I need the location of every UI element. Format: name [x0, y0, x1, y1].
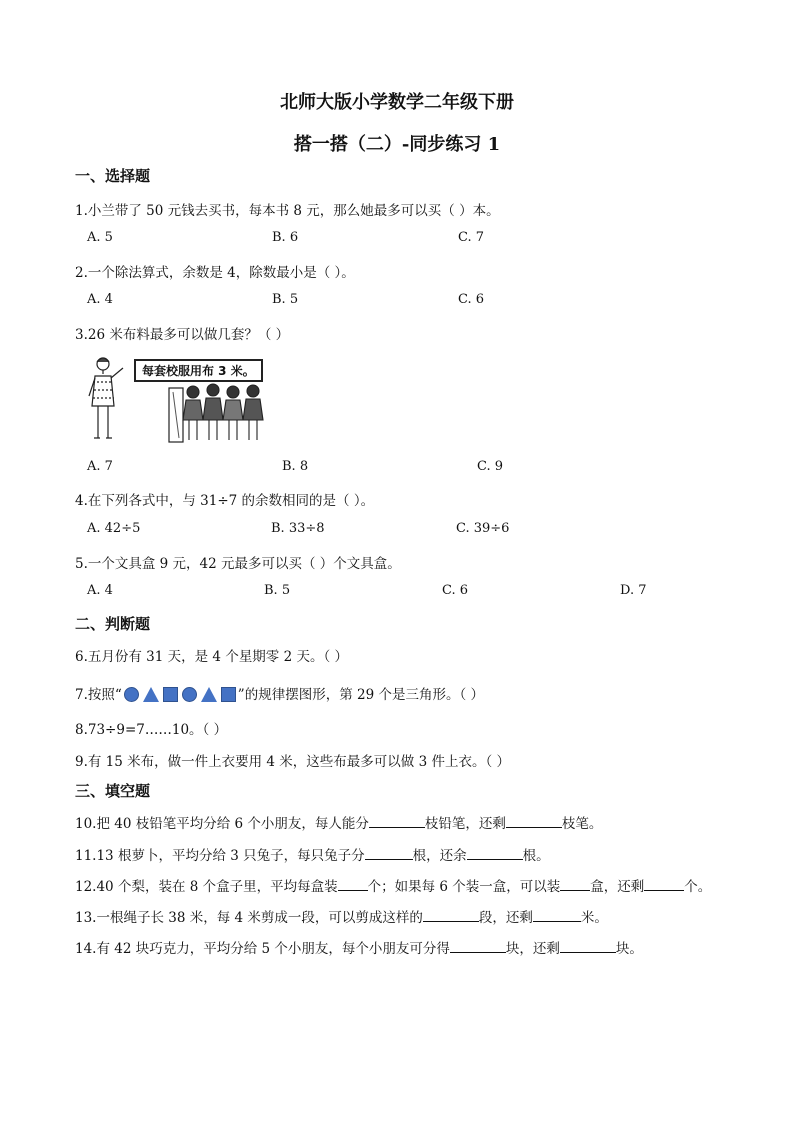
answer-blank[interactable] [560, 878, 590, 891]
answer-blank[interactable] [533, 909, 581, 922]
q5-option-d: D. 7 [620, 583, 647, 598]
q7-text-start: 7.按照“ [75, 687, 122, 703]
answer-blank[interactable] [365, 847, 413, 860]
q5-option-c: C. 6 [442, 583, 469, 598]
question-8: 8.73÷9=7……10。（ ） [75, 722, 228, 738]
question-3: 3.26 米布料最多可以做几套？（ ） [75, 327, 290, 343]
q3-option-b: B. 8 [282, 459, 309, 474]
answer-blank[interactable] [369, 815, 425, 828]
question-1: 1.小兰带了 50 元钱去买书，每本书 8 元，那么她最多可以买（ ）本。 [75, 203, 500, 219]
square-icon [221, 687, 236, 702]
q2-option-b: B. 5 [272, 292, 299, 307]
q1-option-a: A. 5 [87, 230, 113, 245]
q2-option-c: C. 6 [458, 292, 485, 307]
q5-option-b: B. 5 [264, 583, 291, 598]
question-10: 10.把 40 枝铅笔平均分给 6 个小朋友，每人能分 枝铅笔，还剩 枝笔。 [75, 816, 603, 832]
shape-pattern [124, 687, 236, 702]
question-12: 12.40 个梨，装在 8 个盒子里，平均每盒装 个；如果每 6 个装一盒，可以装 盒，还剩 个。 [75, 879, 712, 895]
question-4: 4.在下列各式中，与 31÷7 的余数相同的是（ ）。 [75, 493, 375, 509]
question-2: 2.一个除法算式，余数是 4，除数最小是（ ）。 [75, 265, 355, 281]
circle-icon [182, 687, 197, 702]
section-heading-fill: 三、填空题 [75, 782, 151, 800]
section-heading-choice: 一、选择题 [75, 167, 151, 185]
page-subtitle: 搭一搭（二）-同步练习 1 [293, 134, 501, 155]
question-7 [75, 683, 484, 703]
q1-option-b: B. 6 [272, 230, 299, 245]
answer-blank[interactable] [338, 878, 368, 891]
q2-option-a: A. 4 [87, 292, 113, 307]
question-13: 13.一根绳子长 38 米，每 4 米剪成一段，可以剪成这样的 段，还剩 米。 [75, 910, 608, 926]
circle-icon [124, 687, 139, 702]
question-5: 5.一个文具盒 9 元，42 元最多可以买（ ）个文具盒。 [75, 556, 401, 572]
q4-option-c: C. 39÷6 [456, 521, 510, 536]
answer-blank[interactable] [506, 815, 562, 828]
answer-blank[interactable] [423, 909, 479, 922]
triangle-icon [143, 687, 159, 702]
question-6: 6.五月份有 31 天，是 4 个星期零 2 天。（ ） [75, 649, 349, 665]
q4-option-a: A. 42÷5 [87, 521, 141, 536]
page-title: 北师大版小学数学二年级下册 [280, 92, 514, 113]
q5-option-a: A. 4 [87, 583, 113, 598]
section-heading-judgment: 二、判断题 [75, 615, 151, 633]
answer-blank[interactable] [560, 940, 616, 953]
q3-option-c: C. 9 [477, 459, 504, 474]
q1-option-c: C. 7 [458, 230, 485, 245]
answer-blank[interactable] [644, 878, 684, 891]
answer-blank[interactable] [467, 847, 523, 860]
question-14: 14.有 42 块巧克力，平均分给 5 个小朋友，每个小朋友可分得 块，还剩 块。 [75, 941, 643, 957]
q4-option-b: B. 33÷8 [271, 521, 325, 536]
q3-option-a: A. 7 [87, 459, 113, 474]
question-11: 11.13 根萝卜，平均分给 3 只兔子，每只兔子分 根，还余 根。 [75, 848, 550, 864]
q7-text-end: ”的规律摆图形，第 29 个是三角形。（ ） [237, 687, 484, 703]
speech-sign: 每套校服用布 3 米。 [134, 359, 263, 382]
square-icon [163, 687, 178, 702]
triangle-icon [201, 687, 217, 702]
answer-blank[interactable] [450, 940, 506, 953]
question-9: 9.有 15 米布，做一件上衣要用 4 米，这些布最多可以做 3 件上衣。（ ） [75, 754, 511, 770]
